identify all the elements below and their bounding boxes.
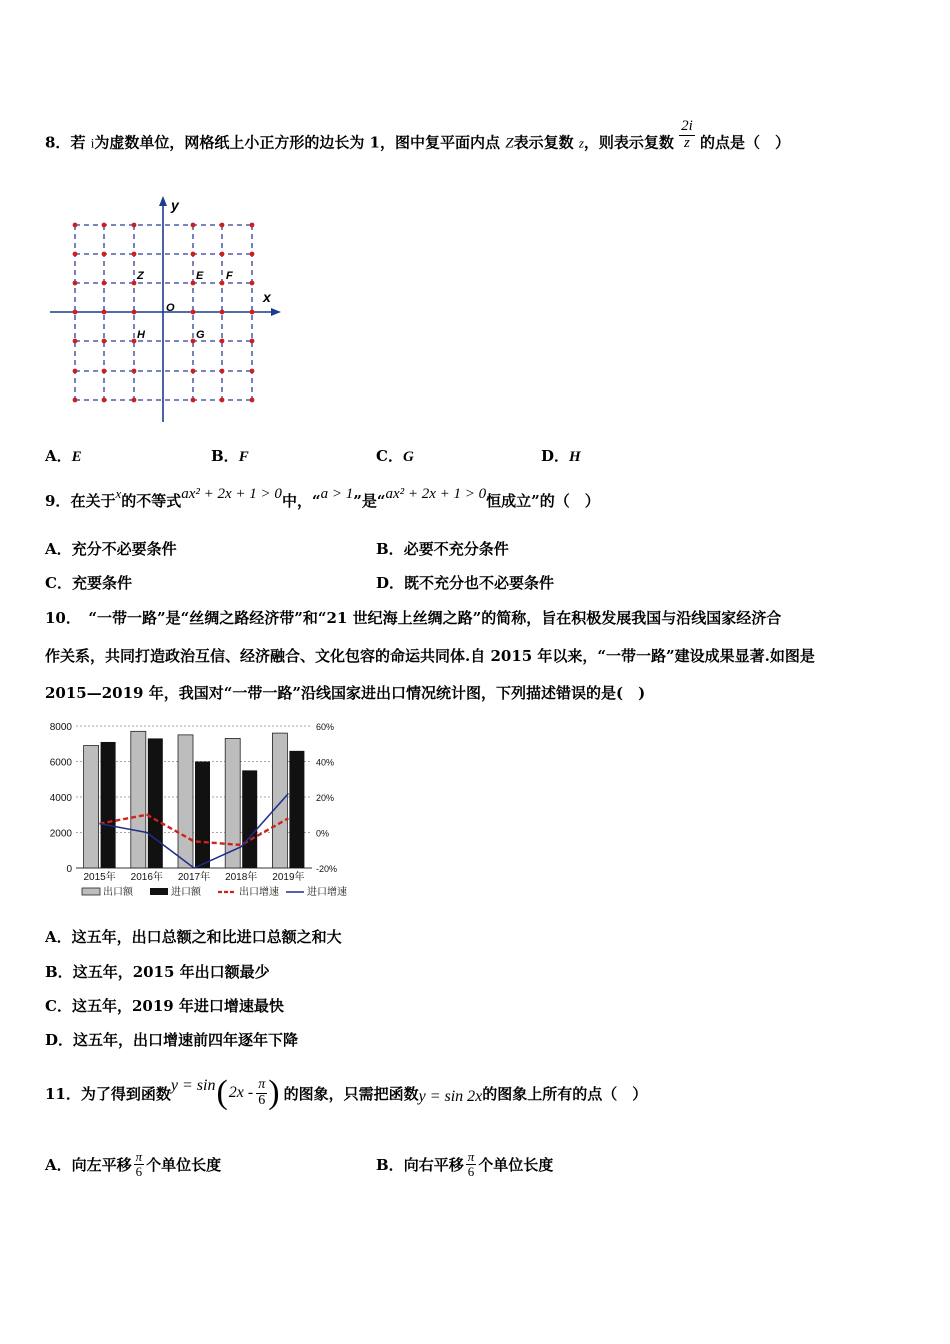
q8-option-a-label: A． xyxy=(45,447,72,465)
chart-right-tick-label: -20% xyxy=(316,864,338,874)
q10-option-b-text: 这五年，2015 年出口额最少 xyxy=(72,963,270,981)
question-9-stem xyxy=(45,486,600,511)
grid-point xyxy=(191,223,196,228)
grid-point xyxy=(102,252,107,257)
grid-point xyxy=(250,339,255,344)
q10-option-d[interactable] xyxy=(45,1029,298,1050)
q10-option-a-text: 这五年，出口总额之和比进口总额之和大 xyxy=(71,928,342,946)
grid-point xyxy=(250,252,255,257)
chart-category-label: 2016年 xyxy=(130,872,163,883)
q9-option-c-text: 充要条件 xyxy=(71,574,132,592)
chart-category-label: 2017年 xyxy=(177,872,211,883)
grid-point xyxy=(73,369,78,374)
q11-option-a-label: A． xyxy=(45,1155,72,1174)
chart-left-tick-label: 2000 xyxy=(49,828,72,840)
q11-option-b[interactable] xyxy=(376,1150,553,1178)
grid-point xyxy=(73,398,78,403)
q11-func-1-lhs xyxy=(171,1077,216,1095)
chart-bar-import xyxy=(148,738,163,868)
legend-label: 出口额 xyxy=(103,887,133,898)
chart-right-tick-label: 60% xyxy=(316,722,335,732)
q10-option-c[interactable] xyxy=(45,995,284,1016)
q9-option-b-text: 必要不充分条件 xyxy=(403,540,509,558)
grid-point xyxy=(102,398,107,403)
grid-point xyxy=(191,310,196,315)
point-G-label: G xyxy=(196,329,205,341)
q9-inequality-2: ax² + 2x + 1 > 0 xyxy=(385,486,487,502)
chart-line-import-growth xyxy=(100,793,289,868)
q9-x: x xyxy=(115,486,122,501)
question-8-stem xyxy=(45,118,791,160)
q8-option-d-label: D． xyxy=(541,447,570,465)
q11-option-b-text-1: 向右平移 xyxy=(403,1155,464,1174)
chart-left-tick-label: 4000 xyxy=(49,793,72,804)
chart-bar-import xyxy=(195,762,210,869)
q11-func-1-inner: 2x - xyxy=(228,1084,254,1101)
grid-point xyxy=(220,369,225,374)
grid-point xyxy=(191,252,196,257)
grid-point xyxy=(191,281,196,286)
q9-number: 9． xyxy=(45,492,71,510)
q11-option-a-text-1: 向左平移 xyxy=(71,1155,132,1174)
legend-label: 出口增速 xyxy=(239,887,279,898)
q11-text-2: 的图象，只需把函数 xyxy=(283,1084,419,1103)
axis-x-label: x xyxy=(263,289,271,305)
q11-option-b-label: B． xyxy=(376,1155,404,1174)
grid-point xyxy=(220,398,225,403)
chart-bar-export xyxy=(272,733,287,868)
q8-text-2: 为虚数单位，网格纸上小正方形的边长为 1，图中复平面内点 xyxy=(94,133,500,152)
chart-category-label: 2015年 xyxy=(83,872,116,883)
grid-point xyxy=(132,223,137,228)
q10-option-d-text: 这五年，出口增速前四年逐年下降 xyxy=(73,1031,299,1049)
grid-point xyxy=(250,223,255,228)
q11-option-a-pi: π xyxy=(135,1149,143,1164)
grid-point xyxy=(220,339,225,344)
q9-option-a[interactable] xyxy=(45,538,177,559)
q11-number: 11． xyxy=(45,1084,81,1103)
grid-point xyxy=(73,223,78,228)
grid-point xyxy=(250,310,255,315)
q10-option-b[interactable] xyxy=(45,961,270,982)
q11-func-2: y = sin 2x xyxy=(418,1088,483,1105)
q8-option-c-label: C． xyxy=(376,447,403,465)
q10-option-c-label: C． xyxy=(45,997,72,1015)
chart-bar-import xyxy=(242,770,257,868)
q8-option-a[interactable] xyxy=(45,445,82,466)
grid-point xyxy=(132,281,137,286)
q9-text-5: 恒成立”的（ ） xyxy=(486,492,600,510)
chart-bar-export xyxy=(178,735,193,868)
q10-stem-line-1: 10． “一带一路”是“丝绸之路经济带”和“21 世纪海上丝绸之路”的简称，旨在积极发展我国与沿线国家经济合 xyxy=(45,609,782,627)
point-E-label: E xyxy=(196,270,204,282)
grid-point xyxy=(102,281,107,286)
chart-right-tick-label: 20% xyxy=(316,793,335,803)
point-F-label: F xyxy=(226,270,233,282)
q11-option-a[interactable] xyxy=(45,1150,221,1178)
grid-point xyxy=(250,398,255,403)
q11-option-b-pi: π xyxy=(467,1149,475,1164)
q8-option-a-text: E xyxy=(71,449,82,465)
q10-option-c-text: 这五年，2019 年进口增速最快 xyxy=(71,997,284,1015)
chart-bar-export xyxy=(84,746,99,868)
grid-point xyxy=(250,369,255,374)
grid-point xyxy=(73,339,78,344)
grid-point xyxy=(220,310,225,315)
q8-complex-plane-graph xyxy=(45,190,295,430)
q11-option-b-six: 6 xyxy=(466,1164,477,1179)
grid-point xyxy=(132,369,137,374)
grid-point xyxy=(132,339,137,344)
legend-label: 进口增速 xyxy=(307,887,347,898)
point-H-label: H xyxy=(137,329,145,341)
q11-left-paren: ( xyxy=(216,1074,228,1111)
chart-right-tick-label: 0% xyxy=(316,828,330,839)
q11-right-paren: ) xyxy=(268,1074,280,1111)
q10-option-a[interactable] xyxy=(45,926,342,947)
grid-point xyxy=(191,369,196,374)
q8-option-b-text: F xyxy=(238,449,249,465)
legend-swatch-export xyxy=(82,888,100,895)
q11-text-3: 的图象上所有的点（ ） xyxy=(482,1084,648,1103)
q8-text-5: 的点是（ ） xyxy=(700,133,791,152)
q8-option-b-label: B． xyxy=(211,447,239,465)
chart-line-export-growth xyxy=(100,815,289,845)
q8-option-d-text: H xyxy=(569,449,581,465)
q9-text-4: ”是“ xyxy=(353,492,386,510)
grid-point xyxy=(102,339,107,344)
q10-trade-chart xyxy=(42,718,347,908)
grid-point xyxy=(132,398,137,403)
q8-option-d[interactable] xyxy=(541,445,581,466)
chart-right-tick-label: 40% xyxy=(316,757,335,768)
q8-text-1: 若 xyxy=(70,133,86,152)
grid-point xyxy=(102,369,107,374)
grid-point xyxy=(73,281,78,286)
q9-text-3: 中，“ xyxy=(281,492,321,510)
chart-bar-import xyxy=(101,742,116,868)
q8-fraction xyxy=(679,119,695,152)
q11-option-a-six: 6 xyxy=(134,1164,145,1179)
q9-text-2: 的不等式 xyxy=(121,492,182,510)
q9-inequality-1: ax² + 2x + 1 > 0 xyxy=(181,486,282,502)
q9-option-b-label: B． xyxy=(376,540,404,558)
q11-option-a-fraction xyxy=(134,1150,145,1178)
q9-option-a-text: 充分不必要条件 xyxy=(71,540,177,558)
grid-point xyxy=(220,252,225,257)
grid-point xyxy=(102,223,107,228)
q9-option-d-label: D． xyxy=(376,574,405,592)
grid-point xyxy=(102,310,107,315)
chart-left-tick-label: 8000 xyxy=(49,722,72,733)
q11-func-1-lhs-text: y = sin xyxy=(170,1077,216,1094)
grid-point xyxy=(220,281,225,286)
q10-stem-line-2: 作关系，共同打造政治互信、经济融合、文化包容的命运共同体.自 2015 年以来，“一带一路”建设成果显著.如图是 xyxy=(45,647,815,665)
q8-frac-num: 2i xyxy=(681,118,693,134)
q11-option-b-text-2: 个单位长度 xyxy=(478,1155,554,1174)
q8-i: i xyxy=(90,135,95,151)
q8-option-c[interactable] xyxy=(376,445,414,466)
q8-option-c-text: G xyxy=(402,449,414,465)
chart-category-label: 2018年 xyxy=(225,872,258,883)
q9-option-c[interactable] xyxy=(45,572,132,593)
grid-point xyxy=(220,223,225,228)
q10-option-a-label: A． xyxy=(45,928,72,946)
q8-z: z xyxy=(578,135,584,151)
q11-six: 6 xyxy=(258,1092,266,1108)
q11-pi-over-6 xyxy=(256,1078,267,1108)
chart-bar-import xyxy=(289,751,304,868)
q8-text-4: ，则表示复数 xyxy=(583,133,674,152)
q9-text-1: 在关于 xyxy=(70,492,116,510)
q9-option-c-label: C． xyxy=(45,574,72,592)
q9-option-b[interactable] xyxy=(376,538,509,559)
q11-text-1: 为了得到函数 xyxy=(80,1084,171,1103)
q9-condition: a > 1 xyxy=(320,486,354,502)
grid-point xyxy=(132,310,137,315)
grid-point xyxy=(73,310,78,315)
q9-option-a-label: A． xyxy=(45,540,72,558)
question-11-stem xyxy=(45,1071,647,1115)
grid-point xyxy=(191,339,196,344)
grid-point xyxy=(73,252,78,257)
q8-Z: Z xyxy=(505,135,514,152)
q9-option-d-text: 既不充分也不必要条件 xyxy=(404,574,555,592)
q10-option-b-label: B． xyxy=(45,963,73,981)
q10-option-d-label: D． xyxy=(45,1031,74,1049)
grid-point xyxy=(250,281,255,286)
axis-y-label: y xyxy=(171,197,179,213)
q11-option-a-text-2: 个单位长度 xyxy=(146,1155,222,1174)
q8-frac-den: z xyxy=(684,134,690,151)
chart-left-tick-label: 6000 xyxy=(49,757,72,769)
q8-text-3: 表示复数 xyxy=(513,133,574,152)
q11-option-b-fraction xyxy=(466,1150,477,1178)
legend-label: 进口额 xyxy=(171,887,201,898)
origin-label: O xyxy=(166,302,175,314)
q9-option-d[interactable] xyxy=(376,572,554,593)
grid-point xyxy=(132,252,137,257)
chart-bar-export xyxy=(131,731,146,868)
chart-category-label: 2019年 xyxy=(272,872,305,883)
grid-point xyxy=(191,398,196,403)
q10-stem-line-3: 2015—2019 年，我国对“一带一路”沿线国家进出口情况统计图，下列描述错误的是( ) xyxy=(45,684,646,702)
q8-number: 8． xyxy=(45,133,71,152)
point-Z-label: Z xyxy=(137,270,144,282)
q8-option-b[interactable] xyxy=(211,445,249,466)
q11-pi: π xyxy=(258,1076,266,1092)
chart-left-tick-label: 0 xyxy=(66,864,72,875)
legend-swatch-import xyxy=(150,888,168,895)
